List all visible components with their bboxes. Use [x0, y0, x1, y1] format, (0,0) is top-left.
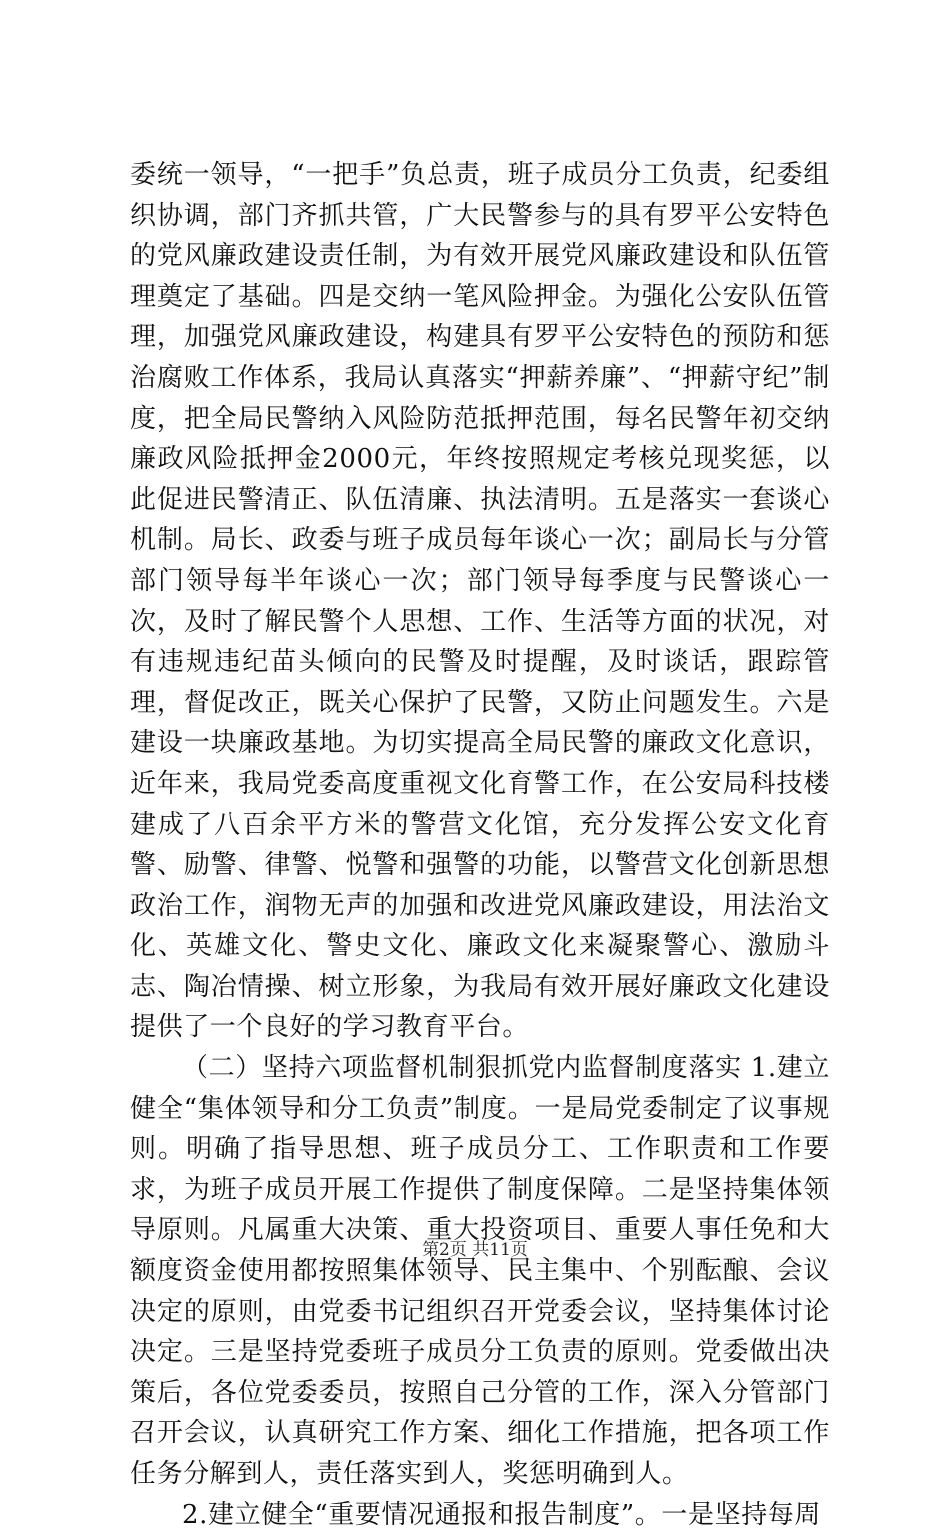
paragraph-item-two: 2.建立健全“重要情况通报和报告制度”。一是坚持每周: [182, 1499, 821, 1530]
document-body: [130, 155, 830, 1535]
paragraph-continuation: 委统一领导，“一把手”负总责，班子成员分工负责，纪委组织协调，部门齐抓共管，广大民警参与的具有罗平公安特色的党风廉政建设责任制，为有效开展党风廉政建设和队伍管理奠定了基础。四是交纳一笔风险押金。为强化公安队伍管理，加强党风廉政建设，构建具有罗平公安特色的预防和惩治腐败工作体系，我局认真落实“押薪养廉”、“押薪守纪”制度，把全局民警纳入风险防范抵押范围，每名民警年初交纳廉政风险抵押金2000元，年终按照规定考核兑现奖惩，以此促进民警清正、队伍清廉、执法清明。五是落实一套谈心机制。局长、政委与班子成员每年谈心一次；副局长与分管部门领导每半年谈心一次；部门领导每季度与民警谈心一次，及时了解民警个人思想、工作、生活等方面的状况，对有违规违纪苗头倾向的民警及时提醒，及时谈话，跟踪管理，督促改正，既关心保护了民警，又防止问题发生。六是建设一块廉政基地。为切实提高全局民警的廉政文化意识，近年来，我局党委高度重视文化育警工作，在公安局科技楼建成了八百余平方米的警营文化馆，充分发挥公安文化育警、励警、律警、悦警和强警的功能，以警营文化创新思想政治工作，润物无声的加强和改进党风廉政建设，用法治文化、英雄文化、警史文化、廉政文化来凝聚警心、激励斗志、陶冶情操、树立形象，为我局有效开展好廉政文化建设提供了一个良好的学习教育平台。: [130, 160, 830, 1043]
page-number-footer: 第2页 共11页: [422, 1240, 528, 1260]
paragraph-section-two: （二）坚持六项监督机制狠抓党内监督制度落实 1.建立健全“集体领导和分工负责”制度。一是局党委制定了议事规则。明确了指导思想、班子成员分工、工作职责和工作要求，为班子成员开展工作提供了制度保障。二是坚持集体领导原则。凡属重大决策、重大投资项目、重要人事任免和大额度资金使用都按照集体领导、民主集中、个别酝酿、会议决定的原则，由党委书记组织召开党委会议，坚持集体讨论决定。三是坚持党委班子成员分工负责的原则。党委做出决策后，各位党委委员，按照自己分管的工作，深入分管部门召开会议，认真研究工作方案、细化工作措施，把各项工作任务分解到人，责任落实到人，奖惩明确到人。: [130, 1053, 830, 1489]
